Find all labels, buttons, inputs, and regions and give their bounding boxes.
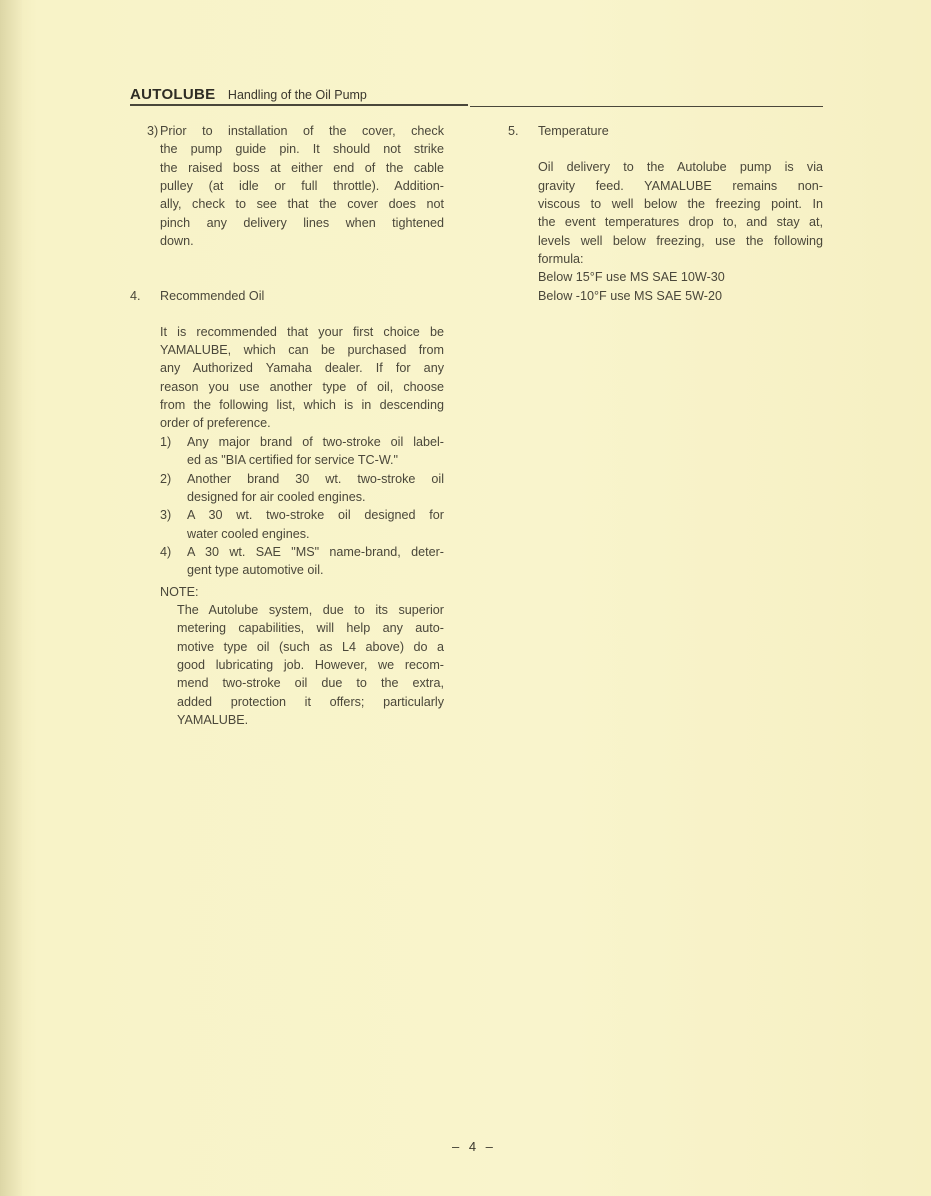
text-line: Any major brand of two-stroke oil label-: [187, 434, 444, 449]
section-heading: [130, 287, 444, 305]
text-line: Oil delivery to the Autolube pump is via: [538, 160, 823, 175]
header-rule-left: [130, 104, 468, 106]
text-line: Temperature: [538, 124, 609, 138]
text-line: Recommended Oil: [160, 289, 265, 304]
left-column: [130, 122, 444, 729]
text-line: any Authorized Yamaha dealer. If for any: [160, 361, 444, 376]
text-block: [130, 506, 444, 543]
item-number: 3): [147, 124, 159, 138]
text-block: [508, 158, 823, 268]
text-line: motive type oil (such as L4 above) do a: [177, 639, 444, 654]
text-line: The Autolube system, due to its superior: [177, 602, 444, 617]
text-block: [130, 470, 444, 507]
text-line: down.: [160, 234, 194, 249]
text-line: mend two-stroke oil due to the extra,: [177, 676, 444, 691]
text-block: [130, 323, 444, 433]
text-line: levels well below freezing, use the following: [538, 233, 823, 248]
text-line: good lubricating job. However, we recom-: [177, 657, 444, 672]
text-line: Prior to installation of the cover, check: [160, 124, 444, 138]
header-subtitle: Handling of the Oil Pump: [227, 88, 367, 102]
text-line: gravity feed. YAMALUBE remains non-: [538, 178, 823, 193]
text-line: the raised boss at either end of the cable: [160, 160, 444, 175]
page-edge-shadow: [0, 0, 22, 1196]
text-line: reason you use another type of oil, choose: [160, 379, 444, 394]
text-line: order of preference.: [160, 416, 271, 431]
text-line: A 30 wt. two-stroke oil designed for: [187, 508, 444, 523]
text-block: [130, 601, 444, 729]
text-block: [508, 268, 823, 305]
text-line: the pump guide pin. It should not strike: [160, 142, 444, 157]
header-rule-right: [470, 106, 823, 107]
item-number: 3): [160, 508, 172, 523]
item-number: 5.: [508, 124, 519, 138]
text-block: [130, 543, 444, 580]
text-line: YAMALUBE.: [177, 712, 249, 727]
text-line: added protection it offers; particularly: [177, 694, 444, 709]
text-line: formula:: [538, 252, 584, 267]
text-line: YAMALUBE, which can be purchased from: [160, 343, 444, 358]
text-line: It is recommended that your first choice be: [160, 324, 444, 339]
item-number: 4.: [130, 289, 141, 304]
text-line: ally, check to see that the cover does not: [160, 197, 444, 212]
text-line: water cooled engines.: [187, 526, 310, 541]
item-number: 1): [160, 434, 172, 449]
section-heading: [508, 122, 823, 140]
text-line: Below -10°F use MS SAE 5W-20: [538, 288, 722, 303]
text-line: pinch any delivery lines when tightened: [160, 215, 444, 230]
item-number: 2): [160, 471, 172, 486]
right-column: [508, 122, 823, 305]
header-title: AUTOLUBE: [130, 86, 216, 103]
text-line: designed for air cooled engines.: [187, 489, 366, 504]
text-line: the event temperatures drop to, and stay at,: [538, 215, 823, 230]
text-block: [130, 122, 444, 250]
text-line: viscous to well below the freezing point. In: [538, 197, 823, 212]
page-number: – 4 –: [452, 1139, 496, 1154]
item-number: 4): [160, 544, 172, 559]
text-block: [130, 433, 444, 470]
text-line: NOTE:: [160, 584, 199, 599]
text-block: [130, 583, 444, 601]
text-line: from the following list, which is in descending: [160, 398, 444, 413]
text-line: A 30 wt. SAE "MS" name-brand, deter-: [187, 544, 444, 559]
text-line: Another brand 30 wt. two-stroke oil: [187, 471, 444, 486]
text-line: pulley (at idle or full throttle). Addition-: [160, 179, 444, 194]
text-line: gent type automotive oil.: [187, 563, 324, 578]
text-line: Below 15°F use MS SAE 10W-30: [538, 270, 725, 285]
text-line: metering capabilities, will help any auto-: [177, 621, 444, 636]
text-line: ed as "BIA certified for service TC-W.": [187, 453, 398, 468]
